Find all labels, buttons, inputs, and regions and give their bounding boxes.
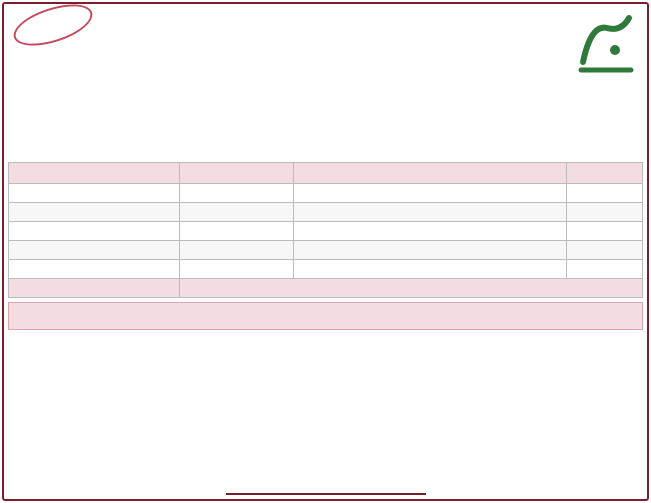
notice-footer (12, 471, 639, 493)
signature (226, 471, 426, 495)
edition-stamp (9, 0, 97, 54)
notice-title (98, 14, 553, 40)
notice-header (8, 4, 643, 88)
municipality-emblem-icon (571, 10, 641, 76)
notice-subtitle (98, 50, 553, 68)
